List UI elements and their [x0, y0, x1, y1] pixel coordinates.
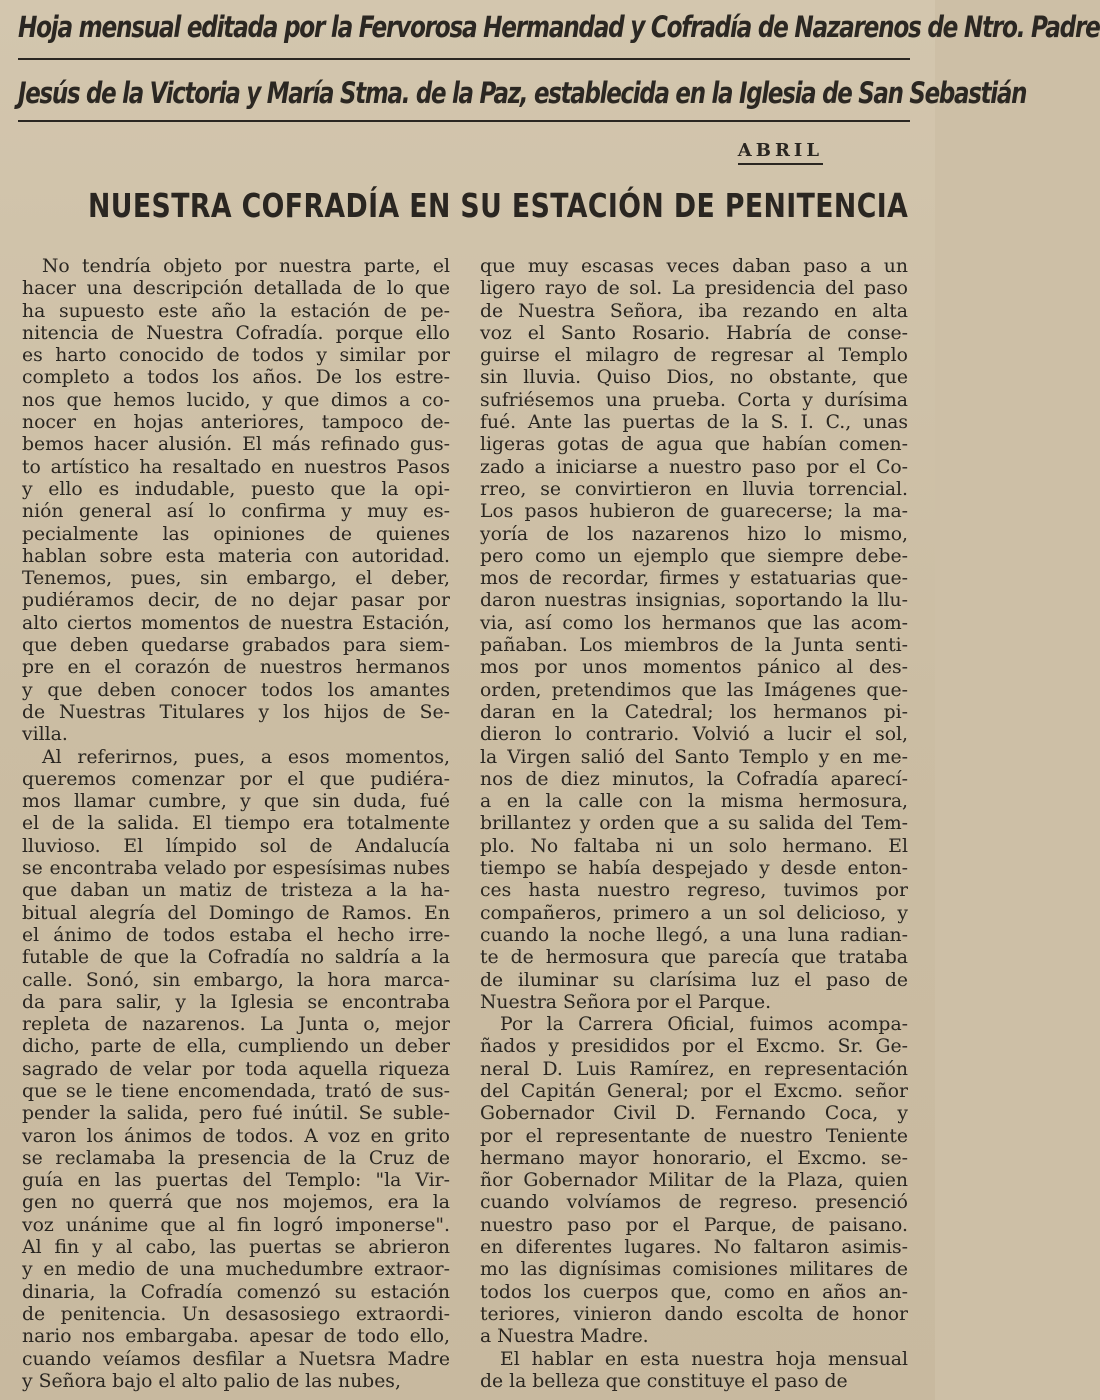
article-line: se reclamaba la presencia de la Cruz de	[22, 1147, 450, 1169]
article-line: te de hermosura que parecía que trataba	[480, 947, 908, 969]
article-line: teriores, vinieron dando escolta de honor	[480, 1303, 908, 1325]
article-line: dicho, parte de ella, cumpliendo un deber	[22, 1036, 450, 1058]
article-line: mos de recordar, firmes y estatuarias que-	[480, 568, 908, 590]
article-line: Al fin y al cabo, las puertas se abrieron	[22, 1237, 450, 1259]
article-line: guirse el milagro de regresar al Templo	[480, 345, 908, 367]
article-line: futable de que la Cofradía no saldría a la	[22, 947, 450, 969]
article-line: bitual alegría del Domingo de Ramos. En	[22, 902, 450, 924]
article-line: sufriésemos una prueba. Corta y durísima	[480, 389, 908, 411]
article-line: nión general así lo confirma y muy es-	[22, 501, 450, 523]
article-line: pre en el corazón de nuestros hermanos	[22, 657, 450, 679]
article-line: nos de diez minutos, la Cofradía aparecí-	[480, 768, 908, 790]
article-line: villa.	[22, 724, 68, 746]
article-line: completo a todos los años. De los estre-	[22, 367, 450, 389]
article-line: y en medio de una muchedumbre extraor-	[22, 1259, 450, 1281]
article-line: hermano mayor honorario, el Excmo. se-	[480, 1147, 908, 1169]
article-line: No tendría objeto por nuestra parte, el	[42, 256, 450, 277]
article-line: fué. Ante las puertas de la S. I. C., unas	[480, 412, 908, 434]
article-line: neral D. Luis Ramírez, en representación	[480, 1058, 908, 1080]
article-line: dieron lo contrario. Volvió a lucir el sol,	[480, 724, 908, 746]
article-line: la Virgen salió del Santo Templo y en me-	[480, 746, 908, 768]
article-line: gen no querrá que nos mojemos, era la	[22, 1192, 450, 1214]
article-line: pudiéramos decir, de no dejar pasar por	[22, 590, 450, 612]
article-line: y ello es indudable, puesto que la opi-	[22, 478, 450, 500]
article-line: compañeros, primero a un sol delicioso, y	[480, 902, 908, 924]
article-line: mos por unos momentos pánico al des-	[480, 657, 908, 679]
article-line: daron nuestras insignias, soportando la llu-	[480, 590, 908, 612]
article-line: tiempo se había despejado y desde enton-	[480, 858, 908, 880]
article-line: Por la Carrera Oficial, fuimos acompa-	[500, 1014, 908, 1036]
article-line: a en la calle con la misma hermosura,	[480, 791, 908, 813]
article-line: nos que hemos lucido, y que dimos a co-	[22, 389, 450, 411]
article-line: de iluminar su clarísima luz el paso de	[480, 969, 908, 991]
article-line: de Nuestras Titulares y los hijos de Se-	[22, 701, 450, 723]
article-line: via, así como los hermanos que las acom-	[480, 612, 908, 634]
article-line: cuando veíamos desfilar a Nuetsra Madre	[22, 1348, 450, 1370]
article-title: NUESTRA COFRADÍA EN SU ESTACIÓN DE PENITENCIA	[88, 186, 909, 225]
article-line: rreo, se convirtieron en lluvia torrencial.	[480, 478, 908, 500]
article-line: Tenemos, pues, sin embargo, el deber,	[22, 568, 450, 590]
article-line: da para salir, y la Iglesia se encontraba	[22, 991, 450, 1013]
article-line: pender la salida, pero fué inútil. Se suble-	[22, 1103, 450, 1125]
article-line: voz unánime que al fin logró imponerse".	[22, 1214, 450, 1236]
article-line: El hablar en esta nuestra hoja mensual	[500, 1348, 908, 1370]
article-line: pecialmente las opiniones de quienes	[22, 523, 450, 545]
article-line: cuando volvíamos de regreso. presenció	[480, 1192, 908, 1214]
article-line: pero como un ejemplo que siempre debe-	[480, 545, 908, 567]
article-line: nitencia de Nuestra Cofradía. porque ello	[22, 322, 450, 344]
article-line: plo. No faltaba ni un solo hermano. El	[480, 835, 908, 857]
article-line: que daban un matiz de tristeza a la ha-	[22, 880, 450, 902]
article-line: hacer una descripción detallada de lo que	[22, 278, 450, 300]
article-line: ha supuesto este año la estación de pe-	[22, 300, 450, 322]
article-line: ligero rayo de sol. La presidencia del paso	[480, 278, 908, 300]
article-line: que se le tiene encomendada, trató de sus-	[22, 1080, 450, 1102]
article-line: Gobernador Civil D. Fernando Coca, y	[480, 1103, 908, 1125]
article-line: ñados y presididos por el Excmo. Sr. Ge-	[480, 1036, 908, 1058]
article-line: todos los cuerpos que, como en años an-	[480, 1281, 908, 1303]
article-line: se encontraba velado por espesísimas nubes	[22, 858, 450, 880]
article-line: cuando la noche llegó, a una luna radian-	[480, 924, 908, 946]
article-line: de penitencia. Un desasosiego extraordi-	[22, 1303, 450, 1325]
article-line: que muy escasas veces daban paso a un	[480, 256, 908, 277]
article-line: queremos comenzar por el que pudiéra-	[22, 768, 450, 790]
article-line: por el representante de nuestro Teniente	[480, 1125, 908, 1147]
article-line: el ánimo de todos estaba el hecho irre-	[22, 924, 450, 946]
masthead-rule-bottom	[18, 120, 910, 122]
article-column-left	[22, 256, 450, 1396]
article-line: calle. Sonó, sin embargo, la hora marca-	[22, 969, 450, 991]
masthead-line-1: Hoja mensual editada por la Fervorosa Hermandad y Cofradía de Nazarenos de Ntro. Padre	[18, 10, 1100, 44]
article-line: el de la salida. El tiempo era totalmente	[22, 813, 450, 835]
article-line: es harto conocido de todos y similar por	[22, 345, 450, 367]
article-line: a Nuestra Madre.	[480, 1326, 649, 1348]
article-line: nuestro paso por el Parque, de paisano.	[480, 1214, 908, 1236]
article-line: nocer en hojas anteriores, tampoco de-	[22, 412, 450, 434]
article-line: guía en las puertas del Templo: "la Vir-	[22, 1170, 450, 1192]
article-line: de Nuestra Señora, iba rezando en alta	[480, 300, 908, 322]
article-line: orden, pretendimos que las Imágenes que-	[480, 679, 908, 701]
article-line: y que deben conocer todos los amantes	[22, 679, 450, 701]
article-line: que deben quedarse grabados para siem-	[22, 635, 450, 657]
article-line: voz el Santo Rosario. Habría de conse-	[480, 322, 908, 344]
masthead-line-2: Jesús de la Victoria y María Stma. de la Paz, establecida en la Iglesia de San Sebastián	[18, 76, 1027, 110]
article-line: hablan sobre esta materia con autoridad.	[22, 545, 450, 567]
article-line: Al referirnos, pues, a esos momentos,	[42, 746, 450, 768]
article-line: repleta de nazarenos. La Junta o, mejor	[22, 1014, 450, 1036]
article-line: Los pasos hubieron de guarecerse; la ma-	[480, 501, 908, 523]
article-line: ces hasta nuestro regreso, tuvimos por	[480, 880, 908, 902]
article-line: to artístico ha resaltado en nuestros Pasos	[22, 456, 450, 478]
article-line: de la belleza que constituye el paso de	[480, 1370, 848, 1392]
article-line: yoría de los nazarenos hizo lo mismo,	[480, 523, 908, 545]
article-line: sagrado de velar por toda aquella riqueza	[22, 1058, 450, 1080]
article-line: daran en la Catedral; los hermanos pi-	[480, 701, 908, 723]
article-line: pañaban. Los miembros de la Junta senti-	[480, 635, 908, 657]
article-line: del Capitán General; por el Excmo. señor	[480, 1080, 908, 1102]
article-line: nario nos embargaba. apesar de todo ello,	[22, 1326, 450, 1348]
article-line: dinaria, la Cofradía comenzó su estación	[22, 1281, 450, 1303]
article-line: en diferentes lugares. No faltaron asimis-	[480, 1237, 908, 1259]
article-line: Nuestra Señora por el Parque.	[480, 991, 772, 1013]
article-line: sin lluvia. Quiso Dios, no obstante, que	[480, 367, 908, 389]
article-line: ligeras gotas de agua que habían comen-	[480, 434, 908, 456]
article-line: bemos hacer alusión. El más refinado gus-	[22, 434, 450, 456]
article-line: lluvioso. El límpido sol de Andalucía	[22, 835, 450, 857]
masthead-rule-top	[18, 58, 910, 60]
article-line: ñor Gobernador Militar de la Plaza, quien	[480, 1170, 908, 1192]
article-line: y Señora bajo el alto palio de las nubes,	[22, 1370, 401, 1392]
article-line: mos llamar cumbre, y que sin duda, fué	[22, 791, 450, 813]
article-column-right	[480, 256, 908, 1396]
article-line: zado a iniciarse a nuestro paso por el Co-	[480, 456, 908, 478]
article-line: brillantez y orden que a su salida del Tem-	[480, 813, 908, 835]
article-line: mo las dignísimas comisiones militares de	[480, 1259, 908, 1281]
article-line: varon los ánimos de todos. A voz en grito	[22, 1125, 450, 1147]
issue-month: ABRIL	[738, 140, 823, 165]
article-line: alto ciertos momentos de nuestra Estación,	[22, 612, 450, 634]
